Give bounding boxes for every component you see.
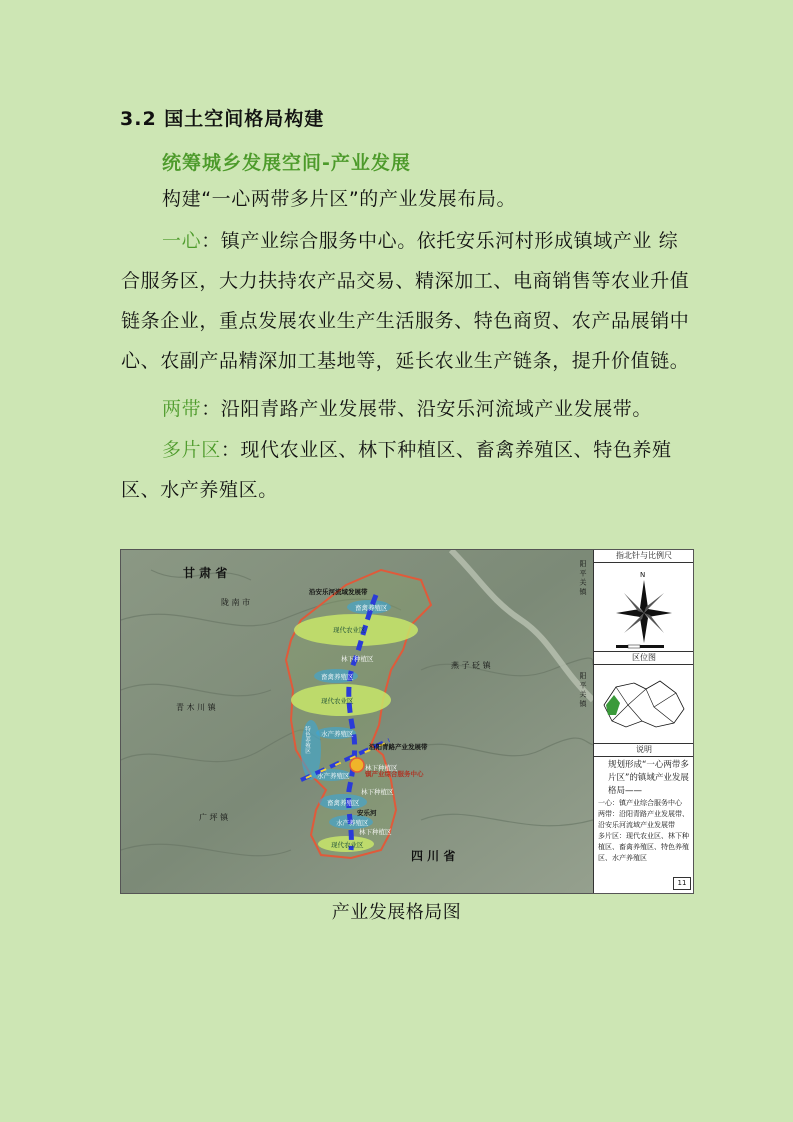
scale-bar-seg2 [628, 645, 640, 648]
label-zone-livestock-3: 畜禽养殖区 [327, 799, 360, 807]
label-qingmuchuan: 青 木 川 镇 [176, 703, 216, 712]
label-zone-forest-1: 林下种植区 [341, 655, 374, 663]
one-center-text: ：镇产业综合服务中心。依托安乐河村形成镇域产业 综合服务区，大力扶持农产品交易、精深加工、电商销售等农业升值链条企业，重点发展农业生产生活服务、特色商贸、农产品展销中心、农副产品精深加工基地等，延长农业生产链条，提升价值链。 [121, 230, 690, 372]
scale-bar-seg3 [640, 645, 664, 648]
label-zone-modern-top: 现代农业区 [333, 626, 366, 634]
multi-zones-text: ：现代农业区、林下种植区、畜禽养殖区、特色养殖区、水产养殖区。 [121, 439, 672, 501]
location-map [594, 665, 694, 744]
label-anle-belt: 沿安乐河流域发展带 [309, 588, 368, 596]
label-zone-modern-mid: 现代农业区 [321, 697, 354, 705]
intro-paragraph: 构建“一心两带多片区”的产业发展布局。 [162, 188, 517, 210]
one-center-paragraph [121, 221, 696, 381]
label-zone-livestock-1: 畜禽养殖区 [355, 604, 388, 612]
section-subheading: 统筹城乡发展空间-产业发展 [162, 152, 411, 174]
service-center-marker [350, 758, 364, 772]
legend-line-2: 两带：沿阳青路产业发展带、沿安乐河流域产业发展带 [598, 810, 689, 829]
label-zone-aqua-3: 水产养殖区 [336, 819, 369, 827]
figure-caption: 产业发展格局图 [331, 902, 462, 923]
legend-line-3: 多片区：现代农业区、林下种植区、畜禽养殖区、特色养殖区、水产养殖区 [598, 832, 689, 862]
legend-title: 说明 [594, 744, 694, 757]
label-yanziping: 燕 子 砭 镇 [451, 661, 491, 670]
multi-zones-paragraph [121, 430, 696, 510]
label-gansu: 甘 肃 省 [183, 566, 228, 580]
scale-bar-seg1 [616, 645, 628, 648]
label-guangping: 广 坪 镇 [199, 813, 229, 822]
label-yangqing-belt: 沿阳青路产业发展带 [369, 743, 428, 751]
label-zone-aqua-2: 水产养殖区 [317, 772, 350, 780]
north-arrow-title: 指北针与比例尺 [594, 550, 694, 563]
label-zone-special: 特色养殖区 [304, 726, 310, 754]
two-belts-label: 两带 [162, 398, 202, 420]
industry-layout-map [120, 549, 694, 894]
label-zone-aqua-1: 水产养殖区 [321, 730, 354, 738]
two-belts-paragraph [121, 389, 696, 429]
label-sichuan: 四 川 省 [411, 849, 456, 863]
north-letter: N [640, 571, 646, 579]
label-zone-forest-2: 林下种植区 [365, 764, 398, 772]
label-yangpingguan-2: 阳 平 关 镇 [579, 672, 587, 707]
map-image [121, 550, 593, 893]
label-zone-modern-bottom: 现代农业区 [331, 841, 364, 849]
label-river: 安乐河 [357, 809, 377, 817]
label-longnan: 陇 南 市 [221, 598, 251, 607]
multi-zones-label: 多片区 [162, 439, 221, 461]
two-belts-text: ：沿阳青路产业发展带、沿安乐河流域产业发展带。 [201, 398, 653, 420]
label-zone-livestock-2: 畜禽养殖区 [321, 673, 354, 681]
map-side-panel [593, 550, 694, 893]
label-yangpingguan-1: 阳 平 关 镇 [579, 560, 587, 595]
north-arrow-compass [594, 563, 694, 652]
map-page-number: 11 [673, 877, 691, 890]
location-map-title: 区位图 [594, 652, 694, 665]
label-service-center: 镇产业综合服务中心 [365, 770, 424, 778]
one-center-label: 一心 [162, 230, 202, 252]
legend-line-1: 一心：镇产业综合服务中心 [598, 799, 682, 807]
section-heading: 3.2 国土空间格局构建 [120, 108, 325, 130]
legend-body [594, 757, 694, 866]
label-zone-forest-3: 林下种植区 [361, 788, 394, 796]
label-zone-forest-4: 林下种植区 [359, 828, 392, 836]
legend-lead: 规划形成“一心两带多片区”的镇域产业发展格局—— [608, 760, 689, 796]
